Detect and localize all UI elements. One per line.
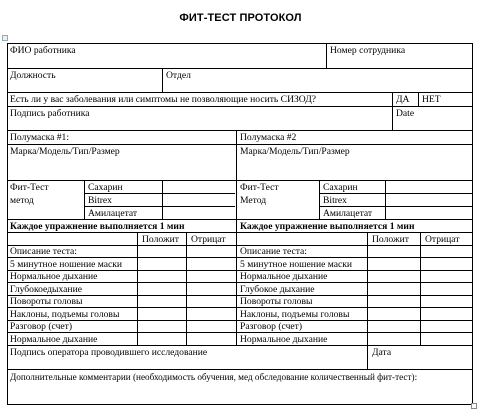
left-agent-isoamyl: Амилацетат	[88, 208, 138, 219]
left-exercise-row: Повороты головы	[10, 296, 83, 307]
comments-label: Дополнительные комментарии (необходимость обучения, мед обследование количественный фит-тест):	[10, 372, 418, 382]
anchor-icon	[2, 35, 8, 41]
right-each-exercise: Каждое упражнение выполняется 1 мин	[240, 221, 415, 232]
left-negative-header: Отрицат	[191, 234, 226, 245]
operator-signature-label: Подпись оператора проводившего исследование	[10, 347, 208, 358]
left-exercise-row: Наклоны, подъемы головы	[10, 309, 120, 320]
right-method-label: Метод	[240, 195, 267, 206]
right-exercise-row: Нормальное дыхание	[240, 271, 328, 282]
yes-option[interactable]: ДА	[396, 94, 410, 105]
right-exercise-row: Повороты головы	[240, 296, 313, 307]
employee-name-label: ФИО работника	[10, 45, 76, 56]
position-label: Должность	[10, 70, 56, 81]
resize-handle[interactable]	[471, 403, 477, 409]
left-agent-bitrex: Bitrex	[88, 195, 112, 206]
date-ru-label: Дата	[372, 347, 392, 358]
employee-signature-label: Подпись работника	[10, 108, 90, 119]
right-exercise-row: 5 минутное ношение маски	[240, 259, 353, 270]
left-exercise-row: Разговор (счет)	[10, 321, 73, 332]
right-agent-bitrex: Bitrex	[323, 195, 347, 206]
right-exercise-row: Разговор (счет)	[240, 321, 303, 332]
left-positive-header: Положит	[142, 234, 179, 245]
right-exercise-row: Нормальное дыхание	[240, 334, 328, 345]
employee-number-label: Номер сотрудника	[330, 45, 406, 56]
left-fit-test-label: Фит-Тест	[10, 182, 49, 193]
right-exercise-row: Описание теста:	[240, 246, 307, 257]
left-mask-label: Полумаска #1:	[10, 132, 70, 143]
left-brand-label: Марка/Модель/Тип/Размер	[10, 146, 120, 157]
left-method-label: метод	[10, 195, 34, 206]
no-option[interactable]: НЕТ	[422, 94, 441, 105]
right-brand-label: Марка/Модель/Тип/Размер	[240, 146, 350, 157]
left-exercise-row: Нормальное дыхание	[10, 271, 98, 282]
page-title: ФИТ-ТЕСТ ПРОТОКОЛ	[179, 12, 302, 24]
left-exercise-row: Нормальное дыхание	[10, 334, 98, 345]
left-agent-saccharin: Сахарин	[88, 182, 123, 193]
date-label: Date	[396, 108, 415, 119]
right-mask-label: Полумаска #2	[240, 132, 297, 143]
department-label: Отдел	[166, 70, 191, 81]
right-agent-isoamyl: Амилацетат	[323, 208, 373, 219]
right-positive-header: Положит	[372, 234, 409, 245]
right-negative-header: Отрицат	[425, 234, 460, 245]
left-exercise-row: Глубокоедыхание	[10, 284, 82, 295]
right-agent-saccharin: Сахарин	[323, 182, 358, 193]
right-exercise-row: Наклоны, подъемы головы	[240, 309, 350, 320]
left-exercise-row: 5 минутное ношение маски	[10, 259, 123, 270]
left-exercise-row: Описание теста:	[10, 246, 77, 257]
right-exercise-row: Глубокое дыхание	[240, 284, 315, 295]
right-fit-test-label: Фит-Тест	[240, 182, 279, 193]
left-each-exercise: Каждое упражнение выполняется 1 мин	[10, 221, 185, 232]
symptoms-question: Есть ли у вас заболевания или симптомы не позволяющие носить СИЗОД?	[10, 94, 317, 105]
